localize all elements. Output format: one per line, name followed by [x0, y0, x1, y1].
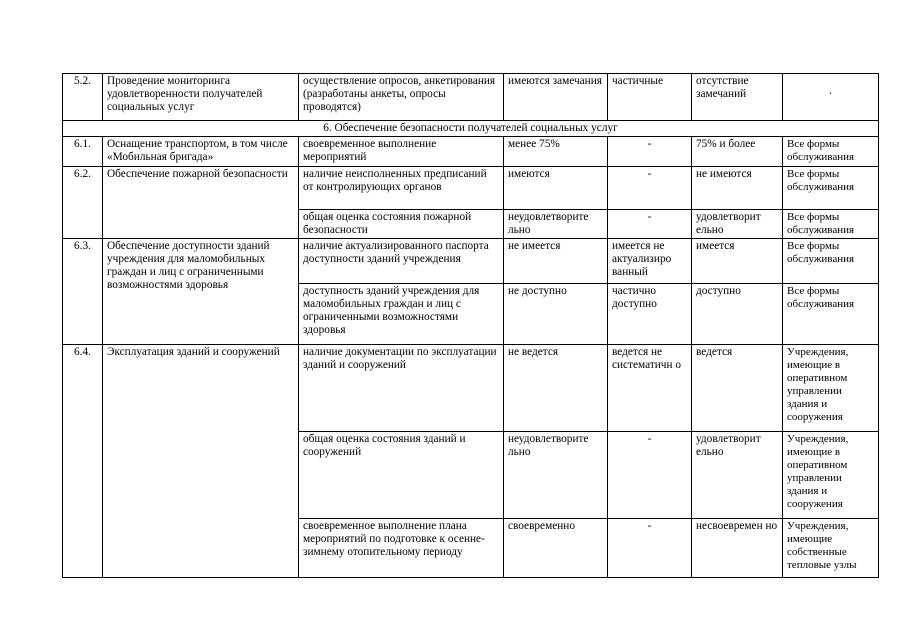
section-title: 6. Обеспечение безопасности получателей социальных услуг — [63, 121, 879, 137]
indicator: доступность зданий учреждения для маломобильных граждан и лиц с ограниченными возможностями здоровья — [299, 284, 504, 345]
value-mid: - — [608, 519, 692, 578]
indicator: наличие актуализированного паспорта доступности зданий учреждения — [299, 239, 504, 284]
criterion-name: Обеспечение доступности зданий учреждения для маломобильных граждан и лиц с ограниченными возможностями здоровья — [103, 239, 299, 345]
section-row — [63, 121, 879, 137]
indicator: своевременное выполнение мероприятий — [299, 137, 504, 167]
dot-mark: . — [829, 85, 832, 97]
value-low: не имеется — [504, 239, 608, 284]
criterion-name: Оснащение транспортом, в том числе «Мобильная бригада» — [103, 137, 299, 167]
criterion-name: Обеспечение пожарной безопасности — [103, 167, 299, 239]
value-low: имеются — [504, 167, 608, 210]
indicator: наличие документации по эксплуатации зданий и сооружений — [299, 345, 504, 432]
applies-to: Все формы обслуживания — [783, 167, 879, 210]
indicator: общая оценка состояния зданий и сооружений — [299, 432, 504, 519]
applies-to — [783, 74, 879, 121]
value-high: не имеются — [692, 167, 783, 210]
value-low: имеются замечания — [504, 74, 608, 121]
value-low: не доступно — [504, 284, 608, 345]
criterion-name: Эксплуатация зданий и сооружений — [103, 345, 299, 578]
value-mid: - — [608, 137, 692, 167]
value-mid: - — [608, 432, 692, 519]
value-mid: ведется не систематичн о — [608, 345, 692, 432]
value-high: несвоевремен но — [692, 519, 783, 578]
row-number: 6.4. — [63, 345, 103, 578]
value-high: 75% и более — [692, 137, 783, 167]
row-number: 5.2. — [63, 74, 103, 121]
value-low: своевременно — [504, 519, 608, 578]
applies-to: Все формы обслуживания — [783, 137, 879, 167]
table-row — [63, 167, 879, 210]
applies-to: Учреждения, имеющие собственные тепловые узлы — [783, 519, 879, 578]
value-low: менее 75% — [504, 137, 608, 167]
value-mid: - — [608, 167, 692, 210]
table-row — [63, 239, 879, 284]
indicator: осуществление опросов, анкетирования (разработаны анкеты, опросы проводятся) — [299, 74, 504, 121]
value-high: имеется — [692, 239, 783, 284]
table-row — [63, 137, 879, 167]
applies-to: Все формы обслуживания — [783, 239, 879, 284]
value-low: неудовлетворите льно — [504, 432, 608, 519]
indicator: наличие неисполненных предписаний от контролирующих органов — [299, 167, 504, 210]
row-number: 6.1. — [63, 137, 103, 167]
row-number: 6.3. — [63, 239, 103, 345]
row-number: 6.2. — [63, 167, 103, 239]
value-mid: - — [608, 210, 692, 239]
criterion-name: Проведение мониторинга удовлетворенности получателей социальных услуг — [103, 74, 299, 121]
value-mid: частично доступно — [608, 284, 692, 345]
indicator: общая оценка состояния пожарной безопасности — [299, 210, 504, 239]
value-low: не ведется — [504, 345, 608, 432]
criteria-table — [62, 73, 879, 578]
value-high: ведется — [692, 345, 783, 432]
value-low: неудовлетворите льно — [504, 210, 608, 239]
value-high: удовлетворит ельно — [692, 432, 783, 519]
value-high: доступно — [692, 284, 783, 345]
value-mid: частичные — [608, 74, 692, 121]
applies-to: Все формы обслуживания — [783, 210, 879, 239]
value-mid: имеется не актуализиро ванный — [608, 239, 692, 284]
applies-to: Все формы обслуживания — [783, 284, 879, 345]
applies-to: Учреждения, имеющие в оперативном управлении здания и сооружения — [783, 345, 879, 432]
value-high: удовлетворит ельно — [692, 210, 783, 239]
applies-to: Учреждения, имеющие в оперативном управлении здания и сооружения — [783, 432, 879, 519]
indicator: своевременное выполнение плана мероприятий по подготовке к осенне-зимнему отопительному периоду — [299, 519, 504, 578]
table-row — [63, 345, 879, 432]
table-row — [63, 74, 879, 121]
value-high: отсутствие замечаний — [692, 74, 783, 121]
